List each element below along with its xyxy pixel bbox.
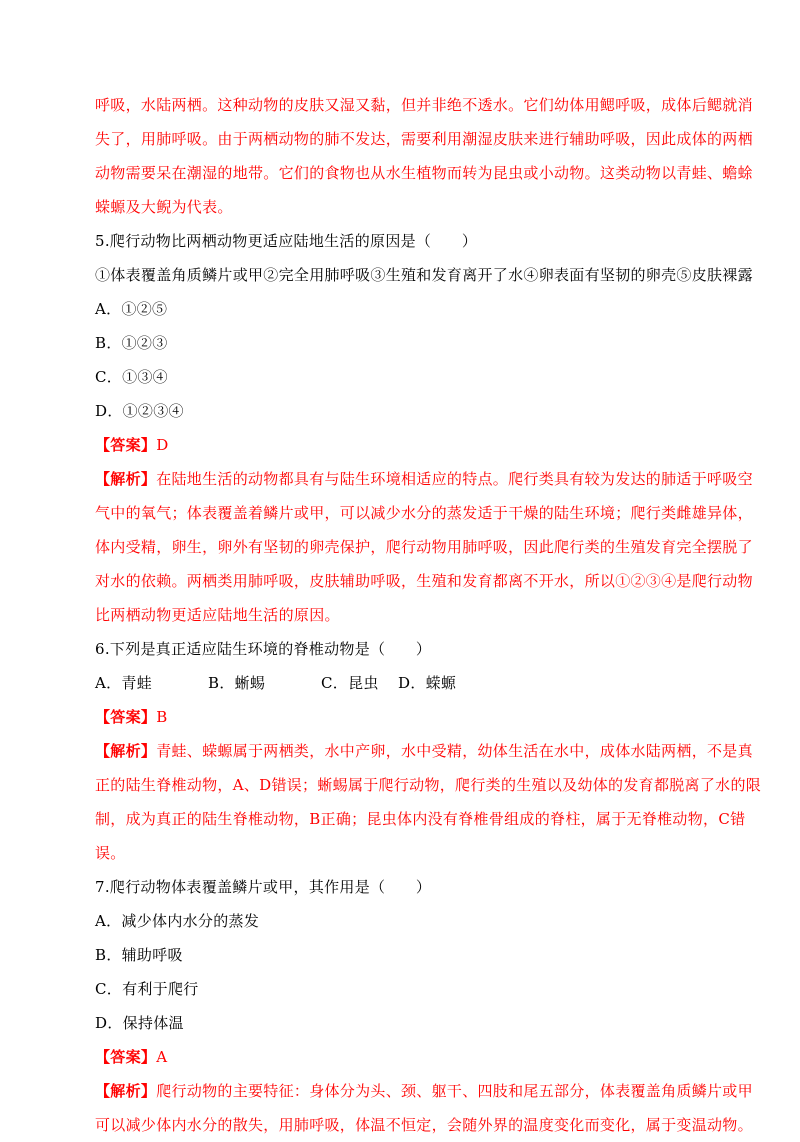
answer-label: 【答案】	[95, 1048, 157, 1066]
question-7-option-b: B．辅助呼吸	[95, 946, 183, 964]
question-6	[95, 632, 762, 870]
question-7	[95, 870, 753, 1142]
document-page	[95, 88, 762, 1142]
analysis-line: 体内受精，卵生，卵外有坚韧的卵壳保护，爬行动物用肺呼吸，因此爬行类的生殖发育完全摆脱了	[95, 538, 753, 556]
intro-line: 蝾螈及大鲵为代表。	[95, 198, 233, 216]
analysis-line: 正的陆生脊椎动物，A、D错误；蜥蜴属于爬行动物，爬行类的生殖以及幼体的发育都脱离了水的限	[95, 776, 762, 794]
analysis-label: 【解析】	[95, 742, 157, 760]
question-5-stem: 5.爬行动物比两栖动物更适应陆地生活的原因是（ ）	[95, 232, 478, 250]
analysis-line	[95, 462, 753, 496]
question-5-option-b: B．①②③	[95, 334, 168, 352]
analysis-line: 气中的氧气；体表覆盖着鳞片或甲，可以减少水分的蒸发适于干燥的陆生环境；爬行类雌雄异体，	[95, 504, 753, 522]
analysis-label: 【解析】	[95, 470, 157, 488]
answer-value: A	[156, 1048, 168, 1066]
question-7-stem: 7.爬行动物体表覆盖鳞片或甲，其作用是（ ）	[95, 878, 432, 896]
question-6-option-d: D．蝾螈	[398, 674, 457, 692]
question-6-options	[95, 666, 715, 700]
intro-paragraph	[95, 88, 753, 224]
question-6-option-b: B．蜥蜴	[208, 674, 266, 692]
analysis-label: 【解析】	[95, 1082, 157, 1100]
analysis-line: 制，成为真正的陆生脊椎动物，B正确；昆虫体内没有脊椎骨组成的脊柱，属于无脊椎动物，C错	[95, 810, 746, 828]
answer-label: 【答案】	[95, 436, 157, 454]
answer-value: D	[156, 436, 169, 454]
analysis-line	[95, 734, 753, 768]
question-7-option-d: D．保持体温	[95, 1014, 184, 1032]
question-6-analysis	[95, 734, 762, 870]
analysis-line: 可以减少体内水分的散失，用肺呼吸，体温不恒定，会随外界的温度变化而变化，属于变温动物。	[95, 1116, 753, 1134]
question-6-option-c: C．昆虫	[321, 674, 379, 692]
analysis-text: 青蛙、蝾螈属于两栖类，水中产卵，水中受精，幼体生活在水中，成体水陆两栖，不是真	[156, 742, 753, 760]
analysis-line: 比两栖动物更适应陆地生活的原因。	[95, 606, 340, 624]
question-6-stem: 6.下列是真正适应陆生环境的脊椎动物是（ ）	[95, 640, 432, 658]
question-5-analysis	[95, 462, 753, 632]
analysis-text: 爬行动物的主要特征：身体分为头、颈、躯干、四肢和尾五部分，体表覆盖角质鳞片或甲	[156, 1082, 753, 1100]
analysis-text: 在陆地生活的动物都具有与陆生环境相适应的特点。爬行类具有较为发达的肺适于呼吸空	[156, 470, 753, 488]
question-7-option-c: C．有利于爬行	[95, 980, 199, 998]
analysis-line: 对水的依赖。两栖类用肺呼吸，皮肤辅助呼吸，生殖和发育都离不开水，所以①②③④是爬行动物	[95, 572, 753, 590]
intro-line: 失了，用肺呼吸。由于两栖动物的肺不发达，需要利用潮湿皮肤来进行辅助呼吸，因此成体的两栖	[95, 130, 753, 148]
analysis-line	[95, 1074, 753, 1108]
question-7-option-a: A．减少体内水分的蒸发	[95, 912, 260, 930]
question-6-answer	[95, 700, 715, 734]
question-5-option-c: C．①③④	[95, 368, 168, 386]
answer-label: 【答案】	[95, 708, 157, 726]
question-5-statements: ①体表覆盖角质鳞片或甲②完全用肺呼吸③生殖和发育离开了水④卵表面有坚韧的卵壳⑤皮肤裸露	[95, 266, 753, 284]
question-5-option-a: A．①②⑤	[95, 300, 168, 318]
analysis-line: 误。	[95, 844, 126, 862]
question-7-answer	[95, 1040, 715, 1074]
question-5-answer	[95, 428, 715, 462]
question-5-option-d: D．①②③④	[95, 402, 184, 420]
question-5	[95, 224, 753, 632]
question-6-option-a: A．青蛙	[95, 674, 153, 692]
answer-value: B	[156, 708, 168, 726]
intro-line: 动物需要呆在潮湿的地带。它们的食物也从水生植物而转为昆虫或小动物。这类动物以青蛙、蟾蜍	[95, 164, 753, 182]
intro-line: 呼吸，水陆两栖。这种动物的皮肤又湿又黏，但并非绝不透水。它们幼体用鳃呼吸，成体后鳃就消	[95, 96, 753, 114]
